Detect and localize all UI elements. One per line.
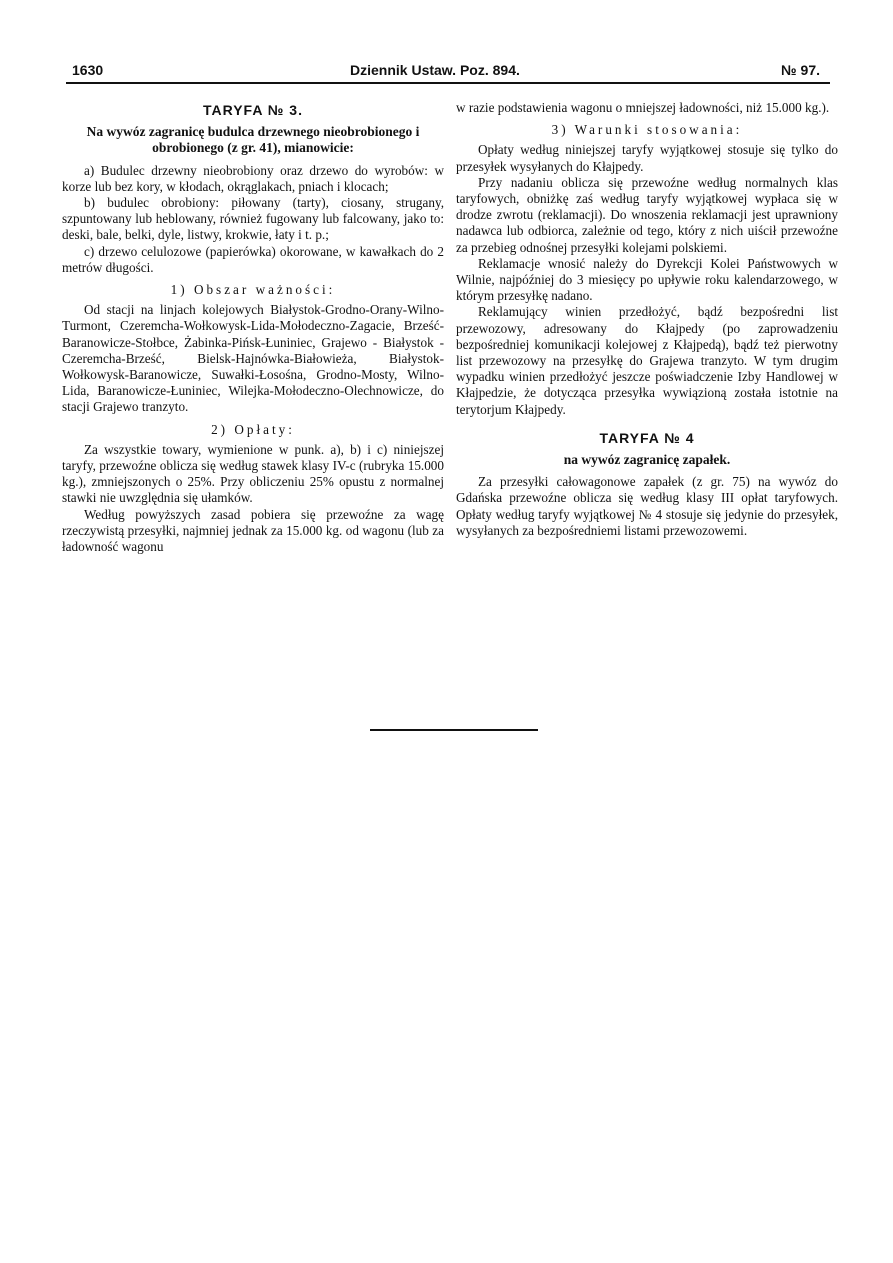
tariff-3-subtitle: Na wywóz zagranicę budulca drzewnego nieobrobionego i obrobionego (z gr. 41), mianowicie: xyxy=(86,124,420,156)
section-3-paragraph-1: Opłaty według niniejszej taryfy wyjątkowej stosuje się tylko do przesyłek wysyłanych do Kłajpedy. xyxy=(456,142,838,174)
left-column xyxy=(62,100,444,555)
header-rule xyxy=(66,82,830,84)
section-3-paragraph-3: Reklamacje wnosić należy do Dyrekcji Kolei Państwowych w Wilnie, najpóźniej do 3 miesięcy po upływie roku kalendarzowego, w którym przesyłkę nadano. xyxy=(456,255,838,304)
tariff-4-subtitle: na wywóz zagranicę zapałek. xyxy=(563,452,731,468)
section-1-heading: 1) Obszar ważności: xyxy=(170,282,336,298)
item-c: c) drzewo celulozowe (papierówka) okorowane, w kawałkach do 2 metrów długości. xyxy=(62,243,444,275)
journal-title: Dziennik Ustaw. Poz. 894. xyxy=(350,62,520,78)
page-number: 1630 xyxy=(72,62,104,78)
item-a: a) Budulec drzewny nieobrobiony oraz drzewo do wyrobów: w korze lub bez kory, w kłodach, okrąglakach, pniach i klocach; xyxy=(62,162,444,194)
issue-number: № 97. xyxy=(781,62,820,78)
section-2-heading: 2) Opłaty: xyxy=(211,421,295,437)
item-b: b) budulec obrobiony: piłowany (tarty), ciosany, strugany, szpuntowany lub heblowany, również fugowany lub falcowany, jako to: deski, bale, belki, dyle, listwy, krokwie, łaty i t. p.; xyxy=(62,195,444,243)
tariff-4-text: Za przesyłki całowagonowe zapałek (z gr. 75) na wywóz do Gdańska przewoźne oblicza się według klasy III opłat taryfowych. Opłaty według taryfy wyjątkowej № 4 stosuje się jedynie do przesyłek, wysyłanych za bezpośredniemi listami przewozowemi. xyxy=(456,474,838,538)
section-3-heading: 3) Warunki stosowania: xyxy=(551,122,743,138)
section-3-paragraph-2: Przy nadaniu oblicza się przewoźne według normalnych klas taryfowych, obniżkę zaś według taryfy wyjątkowej wypłaca się w drodze zwrotu (reklamacji). Do wnoszenia reklamacji jest uprawniony nadawca lub odbiorca, zależnie od tego, który z nich uiścił przewoźne za przebieg odnośnej przesyłki kolejami polskiemi. xyxy=(456,174,838,255)
page-header xyxy=(70,62,826,82)
section-1-text: Od stacji na linjach kolejowych Białystok-Grodno-Orany-Wilno-Turmont, Czeremcha-Wołkowysk-Lida-Mołodeczno-Zagacie, Brześć-Baranowicze-Stołbce, Żabinka-Pińsk-Łuniniec, Grajewo - Białystok - Czeremcha-Brześć, Bielsk-Hajnówka-Białowieża, Białystok-Wołkowysk-Baranowicze, Suwałki-Łosośna, Grodno-Mosty, Wilno-Lida, Baranowicze-Łuniniec, Wilejka-Mołodeczno-Olechnowicze, do stacji Grajewo tranzyto. xyxy=(62,302,444,415)
section-3-paragraph-4: Reklamujący winien przedłożyć, bądź bezpośredni list przewozowy, adresowany do Kłajpedy (po zaprowadzeniu bezpośredniej komunikacji kolejowej z Kłajpedą), bądź też pierwotny list przewozowy na przesyłkę do Grajewa tranzyto. W tym drugim wypadku winien przedłożyć jeszcze poświadczenie Izby Handlowej w Kłajpedzie, że dotycząca przesyłka wywiązioną została istotnie na terytorjum Kłajpedy. xyxy=(456,304,838,417)
tariff-3-title: TARYFA № 3. xyxy=(203,102,303,118)
end-rule xyxy=(370,729,538,731)
tariff-4-title: TARYFA № 4 xyxy=(599,429,695,446)
continuation-text: w razie podstawienia wagonu o mniejszej ładowności, niż 15.000 kg.). xyxy=(456,100,830,115)
section-2-text-2: Według powyższych zasad pobiera się przewoźne za wagę rzeczywistą przesyłki, najmniej jednak za 15.000 kg. od wagonu (lub za ładowność wagonu xyxy=(62,506,444,555)
section-2-text-1: Za wszystkie towary, wymienione w punk. a), b) i c) niniejszej taryfy, przewoźne oblicza się według stawek klasy IV-c (rubryka 15.000 kg.), zmniejszonych o 25%. Przy obliczeniu 25% opustu z normalnej stawki nie uwzględnia się ułamków. xyxy=(62,441,444,506)
right-column xyxy=(456,100,838,539)
